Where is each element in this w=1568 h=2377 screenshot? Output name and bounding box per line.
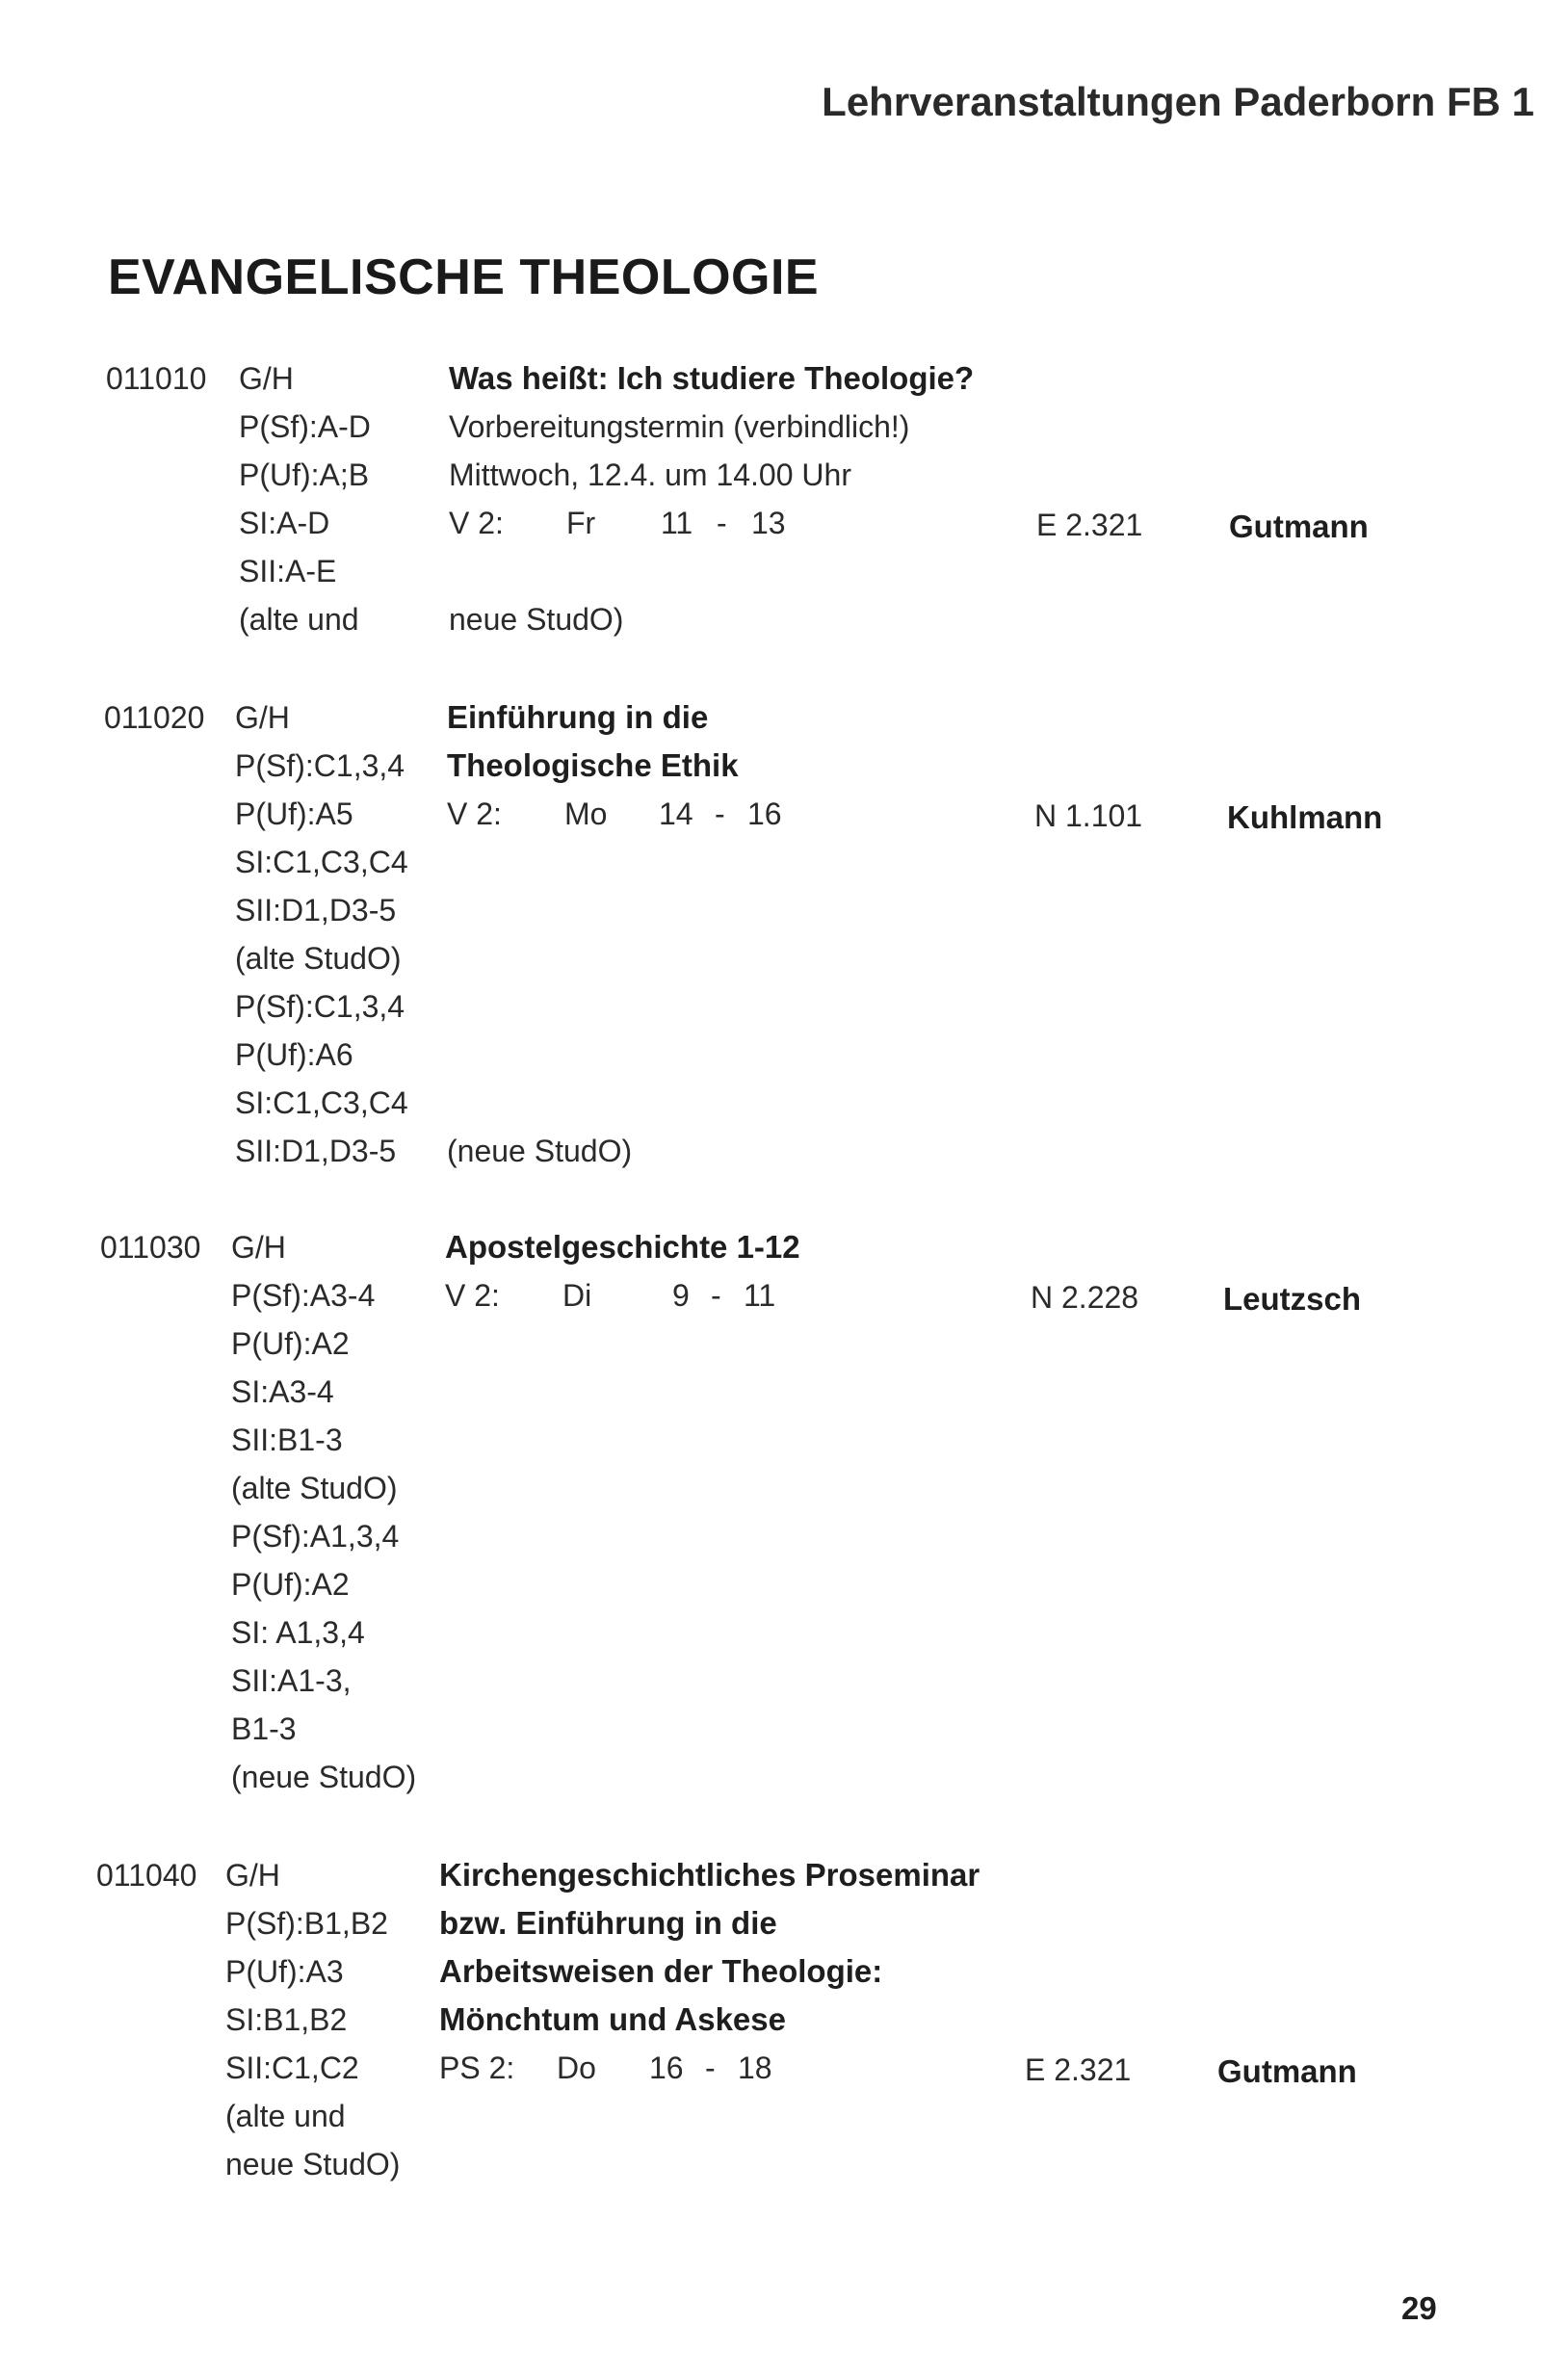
course-time-separator: -	[715, 797, 725, 831]
course-code: (alte und	[239, 602, 359, 637]
course-codes	[239, 354, 371, 643]
course-code: P(Uf):A;B	[239, 457, 370, 492]
course-code: (alte und	[225, 2099, 346, 2133]
course-lecturer: Kuhlmann	[1227, 799, 1383, 835]
course-code: P(Uf):A6	[235, 1037, 353, 1072]
course-room: E 2.321	[1036, 508, 1143, 542]
course-code: G/H	[225, 1858, 280, 1893]
course-time-start: 16	[649, 2050, 684, 2085]
course-code: SI:A-D	[239, 506, 330, 540]
course-title: Was heißt: Ich studiere Theologie?	[449, 360, 975, 396]
section-title: EVANGELISCHE THEOLOGIE	[108, 249, 820, 305]
course-code: SII:B1-3	[231, 1423, 343, 1457]
course-code: SII:D1,D3-5	[235, 893, 397, 927]
course-time-end: 16	[747, 797, 782, 831]
course-title: Theologische Ethik	[447, 747, 739, 783]
course-codes	[235, 693, 408, 1175]
course-code: P(Sf):C1,3,4	[235, 989, 405, 1024]
course-number: 011030	[100, 1230, 201, 1265]
course-room: N 1.101	[1034, 798, 1143, 833]
course-code: (alte StudO)	[231, 1471, 398, 1505]
course-code: SII:A1-3,	[231, 1663, 352, 1698]
course-code: SI: A1,3,4	[231, 1615, 365, 1650]
course-code: SII:D1,D3-5	[235, 1134, 397, 1168]
course-room: E 2.321	[1025, 2052, 1132, 2087]
course-code: P(Uf):A3	[225, 1954, 344, 1989]
course-lecturer: Gutmann	[1229, 509, 1369, 544]
course-code: SI:A3-4	[231, 1374, 334, 1409]
course-code: neue StudO)	[225, 2147, 401, 2181]
course-code: P(Sf):A3-4	[231, 1278, 376, 1313]
course-code: SI:B1,B2	[225, 2002, 348, 2037]
course-title: Apostelgeschichte 1-12	[445, 1229, 800, 1265]
course-code: G/H	[239, 361, 294, 396]
course-trailing-note: (neue StudO)	[447, 1134, 633, 1168]
course-day: Mo	[564, 797, 608, 831]
course-number: 011010	[106, 361, 207, 396]
course-code: (alte StudO)	[235, 941, 402, 976]
course-number: 011020	[104, 700, 205, 735]
course-code: P(Sf):A1,3,4	[231, 1519, 400, 1554]
course-type: PS 2:	[439, 2050, 515, 2085]
course-code: SII:C1,C2	[225, 2050, 359, 2085]
course-title: Einführung in die	[447, 699, 709, 735]
course-trailing-note: neue StudO)	[449, 602, 624, 637]
course-room: N 2.228	[1031, 1280, 1139, 1315]
course-note: Vorbereitungstermin (verbindlich!)	[449, 409, 910, 444]
course-code: P(Sf):A-D	[239, 409, 371, 444]
course-code: SI:C1,C3,C4	[235, 1085, 408, 1120]
course-code: P(Uf):A2	[231, 1326, 350, 1361]
course-lecturer: Leutzsch	[1223, 1281, 1362, 1317]
course-title: bzw. Einführung in die	[439, 1905, 777, 1941]
course-title: Arbeitsweisen der Theologie:	[439, 1953, 883, 1989]
course-time-separator: -	[717, 506, 727, 540]
course-day: Do	[557, 2050, 596, 2085]
course-codes	[225, 1851, 400, 2188]
course-title: Mönchtum und Askese	[439, 2001, 786, 2037]
course-type: V 2:	[445, 1278, 500, 1313]
course-code: SII:A-E	[239, 554, 337, 588]
course-code: P(Sf):B1,B2	[225, 1906, 388, 1941]
course-code: P(Uf):A5	[235, 797, 353, 831]
course-codes	[231, 1223, 416, 1801]
course-type: V 2:	[447, 797, 502, 831]
course-note: Mittwoch, 12.4. um 14.00 Uhr	[449, 457, 851, 492]
course-time-end: 13	[751, 506, 786, 540]
course-code: SI:C1,C3,C4	[235, 845, 408, 879]
course-type: V 2:	[449, 506, 504, 540]
course-code: G/H	[231, 1230, 286, 1265]
course-time-end: 18	[738, 2050, 772, 2085]
course-time-separator: -	[705, 2050, 716, 2085]
page-number: 29	[1401, 2290, 1437, 2326]
course-lecturer: Gutmann	[1217, 2053, 1357, 2089]
course-code: B1-3	[231, 1711, 297, 1746]
course-time-end: 11	[744, 1278, 776, 1313]
course-day: Fr	[566, 506, 596, 540]
course-code: G/H	[235, 700, 290, 735]
course-time-start: 14	[659, 797, 693, 831]
course-number: 011040	[96, 1858, 197, 1893]
course-title: Kirchengeschichtliches Proseminar	[439, 1857, 980, 1893]
course-code: (neue StudO)	[231, 1760, 417, 1794]
course-time-start: 11	[661, 506, 693, 540]
course-code: P(Sf):C1,3,4	[235, 748, 405, 783]
course-code: P(Uf):A2	[231, 1567, 350, 1602]
course-time-separator: -	[711, 1278, 721, 1313]
course-day: Di	[562, 1278, 592, 1313]
course-time-start: 9	[672, 1278, 690, 1313]
page-header-title: Lehrveranstaltungen Paderborn FB 1	[822, 79, 1534, 124]
